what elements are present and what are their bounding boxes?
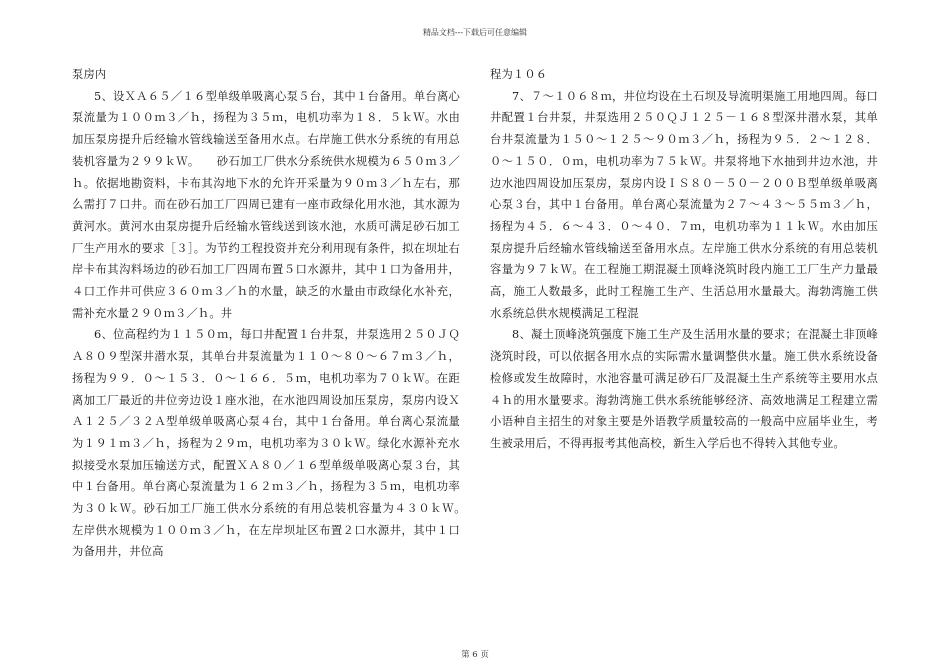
page-header: 精品文档---下载后可任意编辑 [422,28,528,37]
paragraph: 8、凝土顶峰浇筑强度下施工生产及生活用水量的要求；在混凝土非顶峰浇筑时段，可以依据各用水点的实际需水量调整供水量。施工供水系统设备检修或发生故障时，水池容量可满足砂石厂及混凝土生产系统等主要用水点４ｈ的用水量要求。海勃湾施工供水系统能够经济、高效地满足工程建立需小语种自主招生的对象主要是外语教学质量较高的一般高中应届毕业生，考生被录用后，不得再报考其他高校，新生入学后也不得转入其他专业。 [490,328,878,450]
paragraph: 6、位高程约为１１５０ｍ，每口井配置１台井泵，井泵选用２５０ＪＱＡ８０９型深井潜水泵，其单台井泵流量为１１０～８０～６７ｍ３／ｈ，扬程为９９．０～１５３．０～１６６．５ｍ，电机功率为７０ｋＷ。在距离加工厂最近的井位旁边设１座水池，在水池四周设加压泵房，泵房内设ＸＡ１２５／３２Ａ型单级单吸离心泵４台，其中１台备用。单台离心泵流量为１９１ｍ３／ｈ，扬程为２９ｍ，电机功率为３０ｋＷ。绿化水源补充水拟接受水泵加压输送方式，配置ＸＡ８０／１６型单级单吸离心泵３台，其中１台备用。单台离心泵流量为１６２ｍ３／ｈ，扬程为３５ｍ，电机功率为３０ｋＷ。砂石加工厂施工供水分系统的有用总装机容量为４３０ｋＷ。 左岸供水规模为１００ｍ３／ｈ，在左岸坝址区布置２口水源井，其中１口为备用井，井位高 [72,328,483,559]
paragraph: 7、７～１０６８ｍ，井位均设在土石坝及导流明渠施工用地四周。每口井配置１台井泵，井泵选用２５０ＱＪ１２５－１６８型深井潜水泵，其单台井泵流量为１５０～１２５～９０ｍ３／ｈ，扬程为９５．２～１２８．０～１５０．０ｍ，电机功率为７５ｋＷ。井泵将地下水抽到井边水池，井边水池四周设加压泵房，泵房内设ＩＳ８０－５０－２００Ｂ型单级单吸离心泵３台，其中１台备用。单台离心泵流量为２７～４３～５５ｍ３／ｈ，扬程为４５．６～４３．０～４０．７ｍ，电机功率为１１ｋＷ。水由加压泵房提升后经输水管线输送至备用水点。左岸施工供水分系统的有用总装机容量为９７ｋＷ。在工程施工期混凝土顶峰浇筑时段内施工工厂生产力量最高，施工人数最多，此时工程施工生产、生活总用水量最大。海勃湾施工供水系统总供水规模满足工程混 [490,89,878,320]
paragraph: 程为１０６ [490,68,548,81]
paragraph: 5、设ＸＡ６５／１６型单级单吸离心泵５台，其中１台备用。单台离心泵流量为１００ｍ３／ｈ，扬程为３５ｍ，电机功率为１８．５ｋＷ。水由加压泵房提升后经输水管线输送至备用水点。右岸施工供水分系统的有用总装机容量为２９９ｋＷ。 砂石加工厂供水分系统供水规模为６５０ｍ３／ｈ。依据地勘资料，卡布其沟地下水的允许开采量为９０ｍ３／ｈ左右，那么需打７口井。而在砂石加工厂四周已建有一座市政绿化用水池，其水源为黄河水。黄河水由泵房提升后经输水管线送到该水池，水质可满足砂石加工厂生产用水的要求［３］。为节约工程投资并充分利用现有条件，拟在坝址右岸卡布其沟料场边的砂石加工厂四周布置５口水源井，其中１口为备用井，４口工作井可供应３６０ｍ３／ｈ的水量，缺乏的水量由市政绿化水补充，需补充水量２９０ｍ３／ｈ。井 [72,89,460,320]
paragraph: 泵房内 [72,68,107,81]
left-column [72,64,483,563]
page-number: 第 6 页 [461,650,489,660]
right-column [490,64,878,455]
